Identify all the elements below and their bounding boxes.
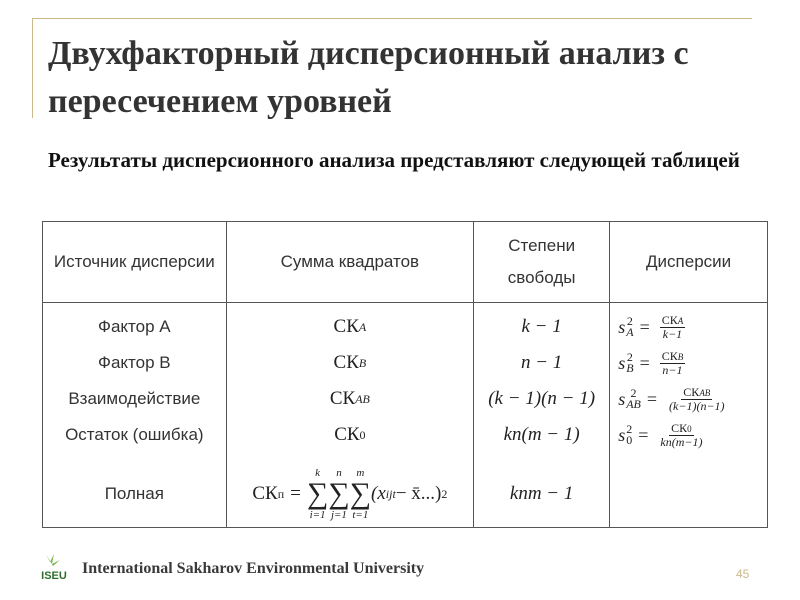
ss-interaction: СК AB <box>329 388 370 409</box>
ss-total-formula: СК п = k ∑ i=1 n ∑ j=1 m ∑ t=1 (x ijt − x̄...) 2 <box>252 467 448 521</box>
source-column <box>43 303 227 528</box>
sum-symbol-k: k ∑ i=1 <box>306 467 329 521</box>
dof-interaction: (k − 1)(n − 1) <box>488 388 596 409</box>
variance-interaction: s 2 AB = $\frac{\text{СКAB}}{(k-1)(n-1)}$ <box>618 385 725 413</box>
ss-residual: СК 0 <box>334 424 366 445</box>
source-factor-a: Фактор A <box>98 317 171 336</box>
table-header-row <box>43 222 768 303</box>
variance-total-empty <box>610 461 767 527</box>
decorative-frame-left <box>32 18 33 118</box>
sum-symbol-n: n ∑ j=1 <box>328 467 350 521</box>
page-number: 45 <box>736 567 750 581</box>
sum-of-squares-column <box>226 303 473 528</box>
ss-factor-a: СК A <box>333 316 367 337</box>
decorative-frame-top <box>32 18 752 19</box>
ss-factor-b: СК B <box>333 352 367 373</box>
source-factor-b: Фактор B <box>98 353 171 372</box>
table-body-row <box>43 303 768 528</box>
svg-text:ISEU: ISEU <box>41 570 67 582</box>
header-source: Источник дисперсии <box>43 222 227 303</box>
anova-table <box>42 221 768 528</box>
header-degrees-of-freedom: Степени свободы <box>474 222 610 303</box>
header-variances: Дисперсии <box>610 222 768 303</box>
slide-title: Двухфакторный дисперсионный анализ с пересечением уровней <box>48 35 689 120</box>
source-residual: Остаток (ошибка) <box>65 425 204 444</box>
footer-university-name: International Sakharov Environmental University <box>82 560 425 577</box>
slide-subtitle: Результаты дисперсионного анализа представляют следующей таблицей <box>48 148 740 172</box>
source-interaction: Взаимодействие <box>68 389 201 408</box>
isu-logo-icon <box>40 552 68 582</box>
source-total: Полная <box>104 484 164 503</box>
dof-factor-a: k − 1 <box>521 316 562 337</box>
variance-factor-a: s 2 A = $\frac{\text{СКA}}{k-1}$ <box>618 313 684 341</box>
variance-residual: s 2 0 = $\frac{СК0}{kn(m-1)}$ <box>618 421 703 449</box>
variance-factor-b: s 2 B = $\frac{\text{СКB}}{n-1}$ <box>618 349 684 377</box>
header-sum-of-squares: Сумма квадратов <box>226 222 473 303</box>
variances-column <box>610 303 768 528</box>
sum-symbol-m: m ∑ t=1 <box>349 467 372 521</box>
dof-factor-b: n − 1 <box>520 352 563 373</box>
degrees-of-freedom-column <box>474 303 610 528</box>
dof-residual: kn(m − 1) <box>503 424 580 445</box>
dof-total: knm − 1 <box>509 483 574 504</box>
